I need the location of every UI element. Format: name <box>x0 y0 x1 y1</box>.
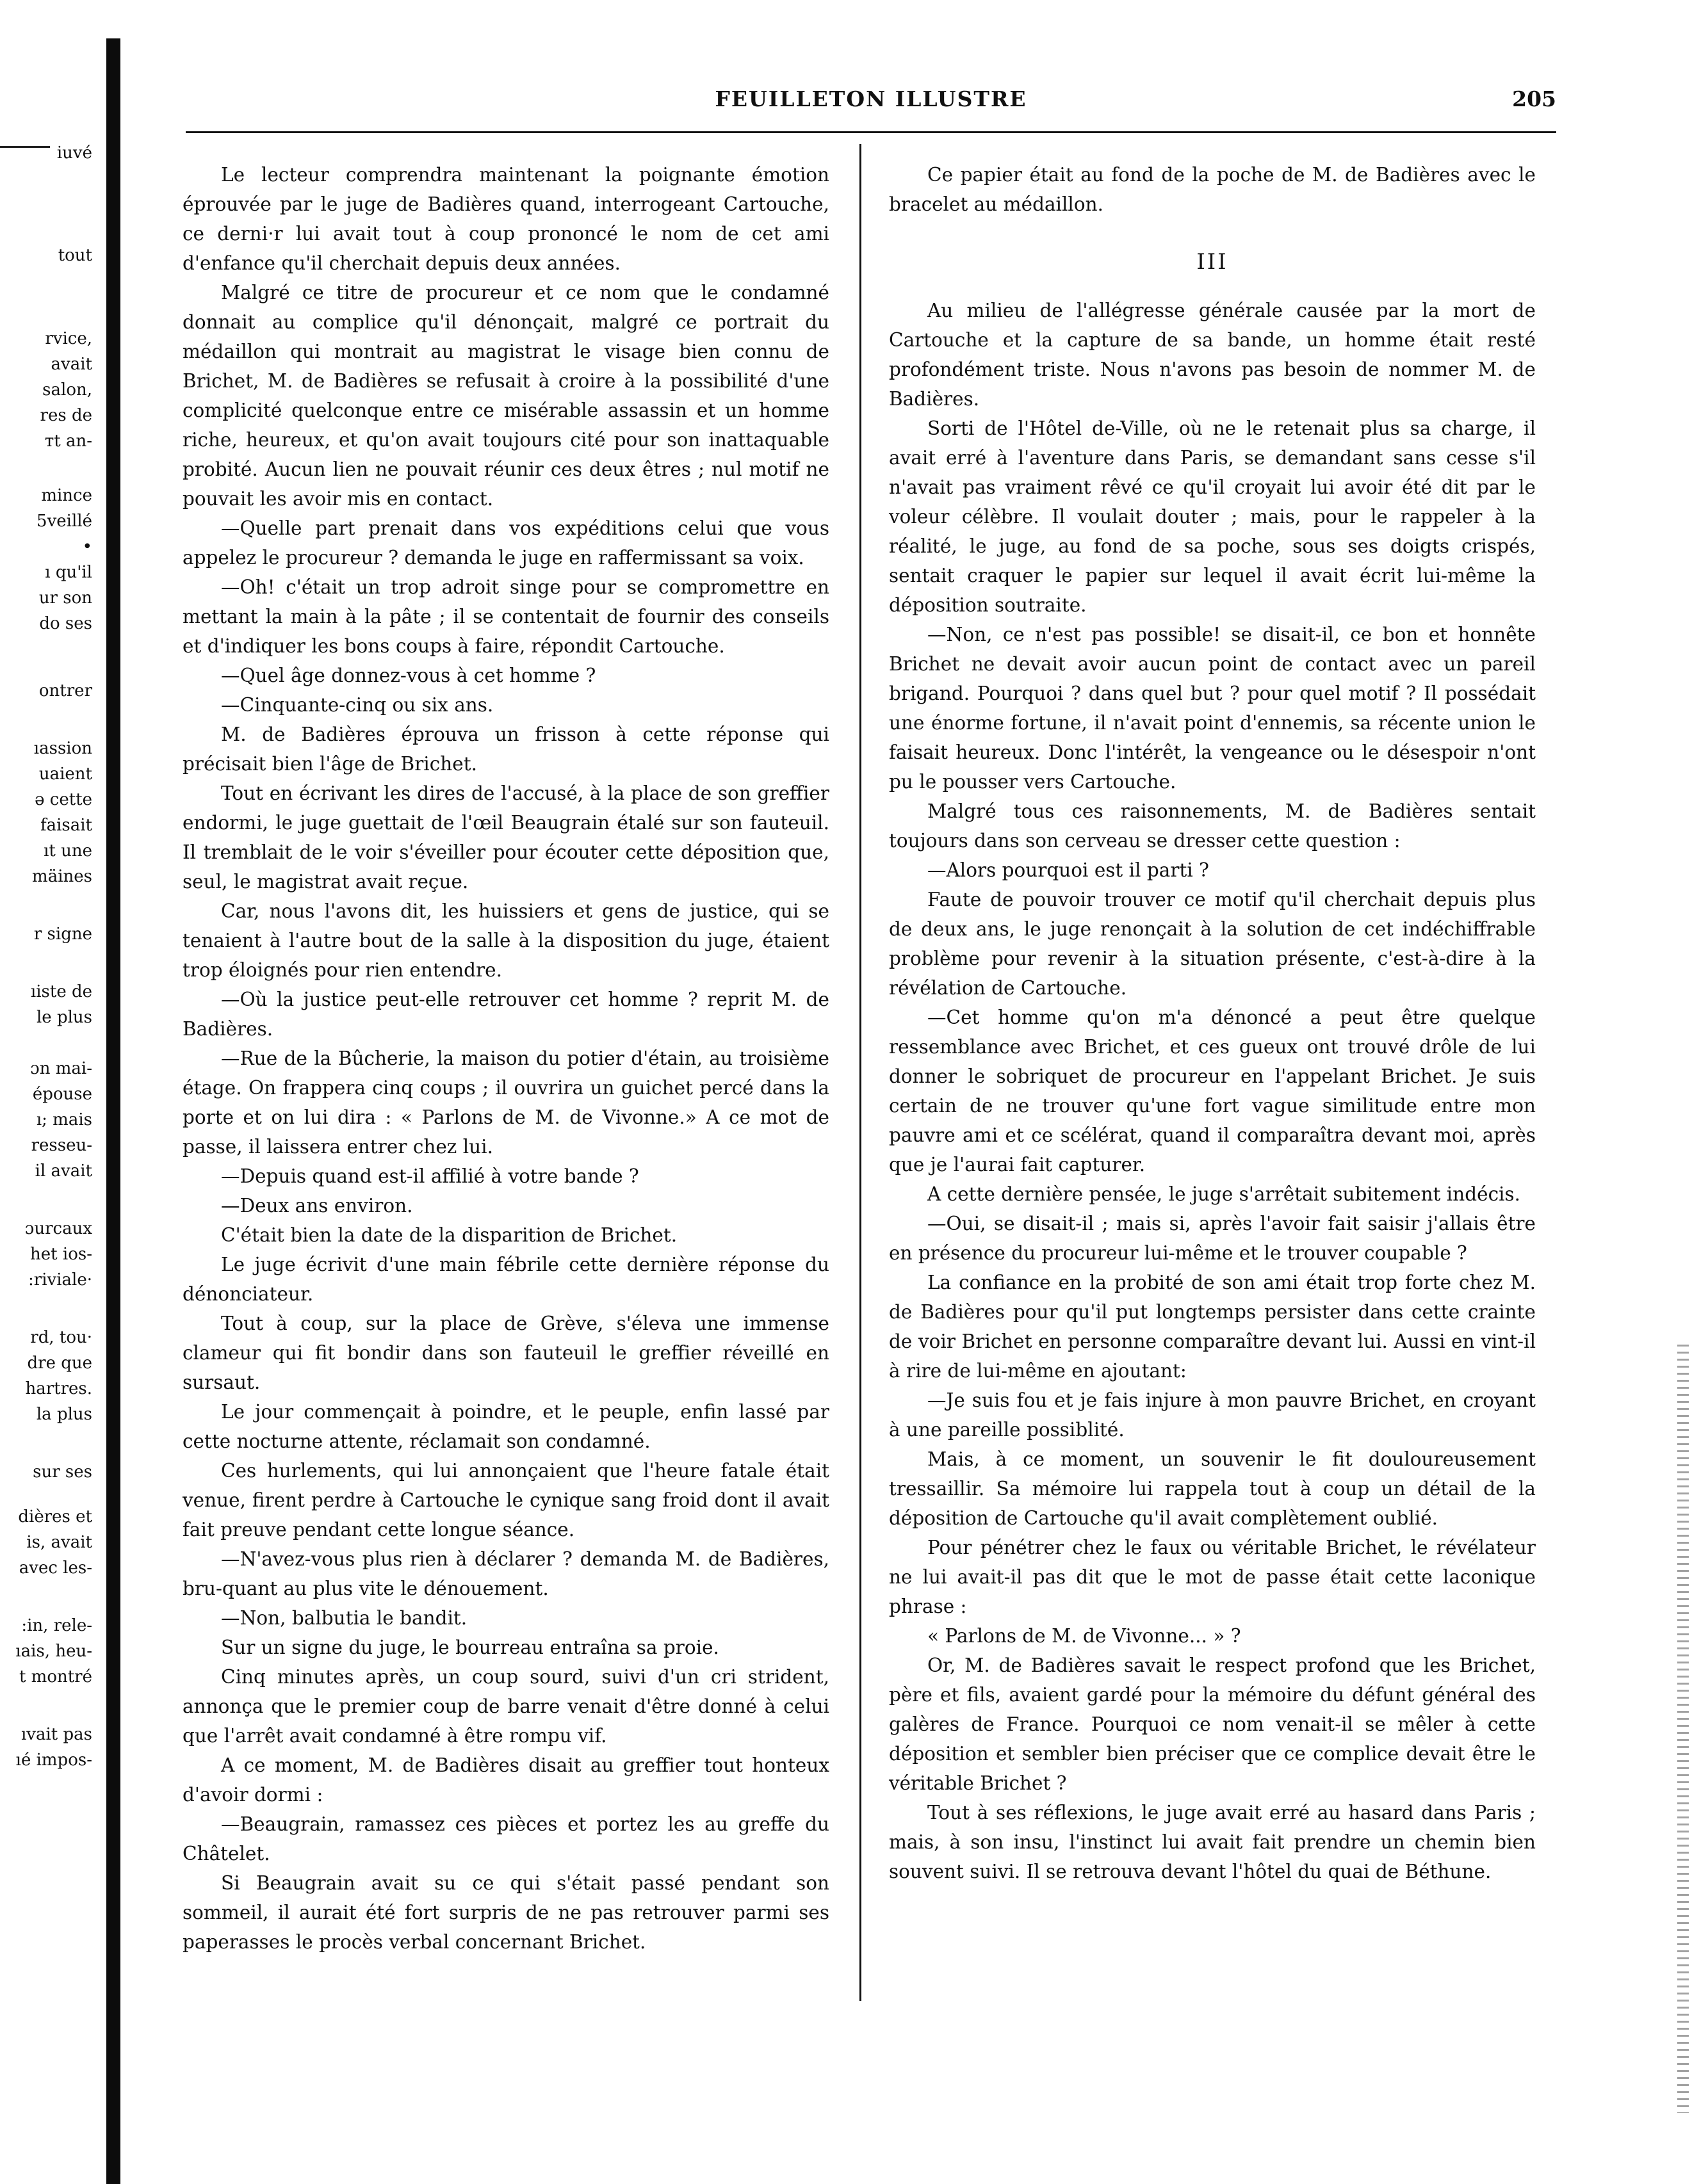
margin-fragment: ıt une <box>44 841 92 861</box>
page-number: 205 <box>1512 86 1556 111</box>
margin-fragment: il avait <box>35 1161 92 1181</box>
paragraph: —Cet homme qu'on m'a dénoncé a peut être quelque ressemblance avec Brichet, et ces gueux ont trouvé drôle de lui donner le sobriquet de procureur en l'appelant Brichet. Je suis certain de ne trouver qu'une fort vague similitude entre mon pauvre ami et ce scélérat, quand il comparaîtra devant moi, après que je l'aurai fait capturer. <box>889 1007 1536 1176</box>
paragraph: « Parlons de M. de Vivonne... » ? <box>927 1625 1241 1647</box>
margin-fragment: het ios- <box>30 1245 92 1264</box>
paragraph: —Rue de la Bûcherie, la maison du potier d'étain, au troisième étage. On frappera cinq coups ; il ouvrira un guichet percé dans la porte et on lui dira : « Parlons de M. de Vivonne.» A ce mot de passe, il laissera entrer chez lui. <box>183 1048 829 1158</box>
paragraph: Le jour commençait à poindre, et le peuple, enfin lassé par cette nocturne attente, réclamait son condamné. <box>183 1401 829 1452</box>
paragraph: Tout en écrivant les dires de l'accusé, à la place de son greffier endormi, le juge guettait de l'œil Beaugrain étalé sur son fauteuil. Il tremblait de le voir s'éveiller pour écouter cette déposition que, seul, le magistrat avait reçue. <box>183 782 829 893</box>
paragraph: —Quel âge donnez-vous à cet homme ? <box>221 665 596 686</box>
margin-fragment: r signe <box>33 925 92 944</box>
margin-fragment: dières et <box>18 1507 92 1526</box>
paragraph: Faute de pouvoir trouver ce motif qu'il cherchait depuis plus de deux ans, le juge renonçait à la solution de cet indéchiffrable problème pour revenir à la situation présente, c'est-à-dire à la révélation de Cartouche. <box>889 889 1536 999</box>
paragraph: C'était bien la date de la disparition de Brichet. <box>221 1224 678 1246</box>
margin-fragment: 5veillé <box>37 512 92 531</box>
margin-fragment: hartres. <box>25 1379 92 1398</box>
margin-fragment: ıé impos- <box>15 1751 92 1770</box>
paragraph: A cette dernière pensée, le juge s'arrêtait subitement indécis. <box>927 1183 1521 1205</box>
paragraph: —Où la justice peut-elle retrouver cet homme ? reprit M. de Badières. <box>183 989 829 1040</box>
margin-fragment: ıassion <box>33 739 92 758</box>
left-column <box>183 160 829 1957</box>
paragraph: Ces hurlements, qui lui annonçaient que l'heure fatale était venue, firent perdre à Cartouche le cynique sang froid dont il avait fait preuve pendant cette longue séance. <box>183 1460 829 1541</box>
margin-fragment: ᴛt an- <box>44 432 92 451</box>
paragraph: —Depuis quand est-il affilié à votre bande ? <box>221 1165 639 1187</box>
paragraph: —N'avez-vous plus rien à déclarer ? demanda M. de Badières, bru-quant au plus vite le dénouement. <box>183 1548 829 1599</box>
margin-fragment: ə cette <box>35 790 92 809</box>
margin-fragment: resseu- <box>31 1136 92 1155</box>
scan-edge-marks <box>1677 1345 1689 2113</box>
margin-fragment: rvice, <box>45 329 92 348</box>
margin-fragment: ı qu'il <box>45 563 92 582</box>
paragraph: M. de Badières éprouva un frisson à cette réponse qui précisait bien l'âge de Brichet. <box>183 724 829 775</box>
paragraph: Tout à coup, sur la place de Grève, s'éleva une immense clameur qui fit bondir dans son fauteuil le greffier réveillé en sursaut. <box>183 1313 829 1393</box>
margin-fragment: ıiste de <box>30 982 92 1001</box>
margin-fragment: le plus <box>36 1008 92 1027</box>
margin-fragment: tout <box>58 246 92 265</box>
margin-fragment: :in, rele- <box>21 1616 92 1635</box>
paragraph: —Beaugrain, ramassez ces pièces et portez les au greffe du Châtelet. <box>183 1813 829 1864</box>
margin-fragment: mince <box>41 486 92 505</box>
paragraph: Au milieu de l'allégresse générale causée par la mort de Cartouche et la capture de sa bande, un homme était resté profondément triste. Nous n'avons pas besoin de nommer M. de Badières. <box>889 300 1536 410</box>
paragraph: —Alors pourquoi est il parti ? <box>927 859 1209 881</box>
paragraph: —Quelle part prenait dans vos expéditions celui que vous appelez le procureur ? demanda le juge en raffermissant sa voix. <box>183 517 829 569</box>
paragraph: Cinq minutes après, un coup sourd, suivi d'un cri strident, annonça que le premier coup de barre venait d'être donné à celui que l'arrêt avait condamné à être rompu vif. <box>183 1666 829 1747</box>
paragraph: —Deux ans environ. <box>221 1195 413 1217</box>
paragraph: Ce papier était au fond de la poche de M. de Badières avec le bracelet au médaillon. <box>889 164 1536 215</box>
margin-fragment: épouse <box>32 1085 92 1104</box>
section-heading: III <box>1196 249 1228 275</box>
margin-fragment: do ses <box>39 614 92 633</box>
paragraph: A ce moment, M. de Badières disait au greffier tout honteux d'avoir dormi : <box>183 1754 829 1806</box>
column-divider <box>859 144 861 2001</box>
left-page-fragment <box>0 141 96 2126</box>
paragraph: —Non, balbutia le bandit. <box>221 1607 468 1629</box>
paragraph: La confiance en la probité de son ami était trop forte chez M. de Badières pour qu'il put longtemps persister dans cette crainte de voir Brichet en personne comparaître devant lui. Aussi en vint-il à rire de lui-même en ajoutant: <box>889 1272 1536 1382</box>
margin-fragment: mäines <box>32 867 92 886</box>
margin-fragment: ɔurcaux <box>24 1219 92 1238</box>
book-spine-shadow <box>106 38 120 2184</box>
margin-fragment: avait <box>51 355 92 374</box>
running-title: FEUILLETON ILLUSTRE <box>715 86 1027 111</box>
margin-fragment: res de <box>40 406 92 425</box>
paragraph: Pour pénétrer chez le faux ou véritable Brichet, le révélateur ne lui avait-il pas dit que le mot de passe était cette laconique phrase : <box>889 1537 1536 1617</box>
paragraph: Le juge écrivit d'une main fébrile cette dernière réponse du dénonciateur. <box>183 1254 829 1305</box>
margin-fragment: ı; mais <box>36 1110 92 1129</box>
margin-fragment: ontrer <box>38 681 92 700</box>
paragraph: Or, M. de Badières savait le respect profond que les Brichet, père et fils, avaient gardé pour la mémoire du défunt général des galères de France. Pourquoi ce nom venait-il se mêler à cette déposition et sembler bien préciser que ce complice devait être le véritable Brichet ? <box>889 1654 1536 1794</box>
paragraph: —Oh! c'était un trop adroit singe pour se compromettre en mettant la main à la pâte ; il se contentait de fournir des conseils et d'indiquer les bons coups à faire, répondit Cartouche. <box>183 576 829 657</box>
paragraph: Si Beaugrain avait su ce qui s'était passé pendant son sommeil, il aurait été fort surpris de ne pas retrouver parmi ses paperasses le procès verbal concernant Brichet. <box>183 1872 829 1953</box>
margin-fragment: :riviale· <box>28 1270 92 1290</box>
right-column <box>889 160 1536 1886</box>
paragraph: Tout à ses réflexions, le juge avait erré au hasard dans Paris ; mais, à son insu, l'instinct lui avait fait prendre un chemin bien souvent suivi. Il se retrouva devant l'hôtel du quai de Béthune. <box>889 1802 1536 1882</box>
margin-fragment: faisait <box>40 816 92 835</box>
paragraph: Sorti de l'Hôtel de-Ville, où ne le retenait plus sa charge, il avait erré à l'aventure dans Paris, se demandant sans cesse s'il n'avait pas vraiment rêvé ce qu'il croyait lui avoir été dit par le voleur célèbre. Il voulait douter ; mais, pour le rappeler à la réalité, le juge, au fond de sa poche, sous ses doigts crispés, sentait craquer le papier sur lequel il avait écrit lui-même la déposition soutraite. <box>889 417 1536 616</box>
margin-fragment: uaient <box>38 764 92 784</box>
margin-fragment: ɔn mai- <box>30 1059 92 1078</box>
paragraph: Malgré ce titre de procureur et ce nom que le condamné donnait au complice qu'il dénonçait, malgré ce portrait du médaillon qui montrait au magistrat le visage bien connu de Brichet, M. de Badières se refusait à croire à la possibilité d'une complicité quelconque entre ce misérable assassin et un homme riche, heureux, et qu'on avait toujours cité pour son inattaquable probité. Aucun lien ne pouvait réunir ces deux êtres ; nul motif ne pouvait les avoir mis en contact. <box>183 282 829 510</box>
paragraph: Mais, à ce moment, un souvenir le fit douloureusement tressaillir. Sa mémoire lui rappela tout à coup un détail de la déposition de Cartouche qu'il avait complètement oublié. <box>889 1448 1536 1529</box>
margin-fragment: salon, <box>42 380 92 400</box>
paragraph: —Non, ce n'est pas possible! se disait-il, ce bon et honnête Brichet ne devait avoir aucun point de contact avec un pareil brigand. Pourquoi ? dans quel but ? pour quel motif ? Il possédait une énorme fortune, il n'avait point d'ennemis, sa récente union le faisait heureux. Donc l'intérêt, la vengeance ou le désespoir n'ont pu le pousser vers Cartouche. <box>889 624 1536 793</box>
margin-fragment: rd, tou· <box>30 1328 92 1347</box>
margin-fragment: ıais, heu- <box>15 1642 92 1661</box>
margin-fragment: dre que <box>27 1354 92 1373</box>
margin-fragment: ur son <box>38 588 92 608</box>
page-header <box>186 86 1556 125</box>
margin-fragment: t montré <box>19 1667 92 1687</box>
paragraph: Malgré tous ces raisonnements, M. de Badières sentait toujours dans son cerveau se dresser cette question : <box>889 800 1536 852</box>
paragraph: —Je suis fou et je fais injure à mon pauvre Brichet, en croyant à une pareille possiblité. <box>889 1389 1536 1441</box>
margin-fragment: ıvait pas <box>20 1725 92 1744</box>
margin-fragment: la plus <box>36 1405 92 1424</box>
paragraph: Sur un signe du juge, le bourreau entraîna sa proie. <box>221 1637 719 1658</box>
margin-fragment: is, avait <box>26 1533 92 1552</box>
margin-fragment: iuvé <box>56 143 92 163</box>
paragraph: Car, nous l'avons dit, les huissiers et gens de justice, qui se tenaient à l'autre bout de la salle à la disposition du juge, étaient trop éloignés pour rien entendre. <box>183 900 829 981</box>
header-rule <box>186 131 1556 133</box>
margin-fragment: • <box>82 537 92 556</box>
paragraph: —Cinquante-cinq ou six ans. <box>221 694 494 716</box>
paragraph: Le lecteur comprendra maintenant la poignante émotion éprouvée par le juge de Badières quand, interrogeant Cartouche, ce derni·r lui avait tout à coup prononcé le nom de cet ami d'enfance qu'il cherchait depuis deux années. <box>183 164 829 274</box>
margin-fragment: avec les- <box>19 1558 92 1578</box>
margin-fragment: sur ses <box>33 1462 92 1482</box>
paragraph: —Oui, se disait-il ; mais si, après l'avoir fait saisir j'allais être en présence du procureur lui-même et le trouver coupable ? <box>889 1213 1536 1264</box>
